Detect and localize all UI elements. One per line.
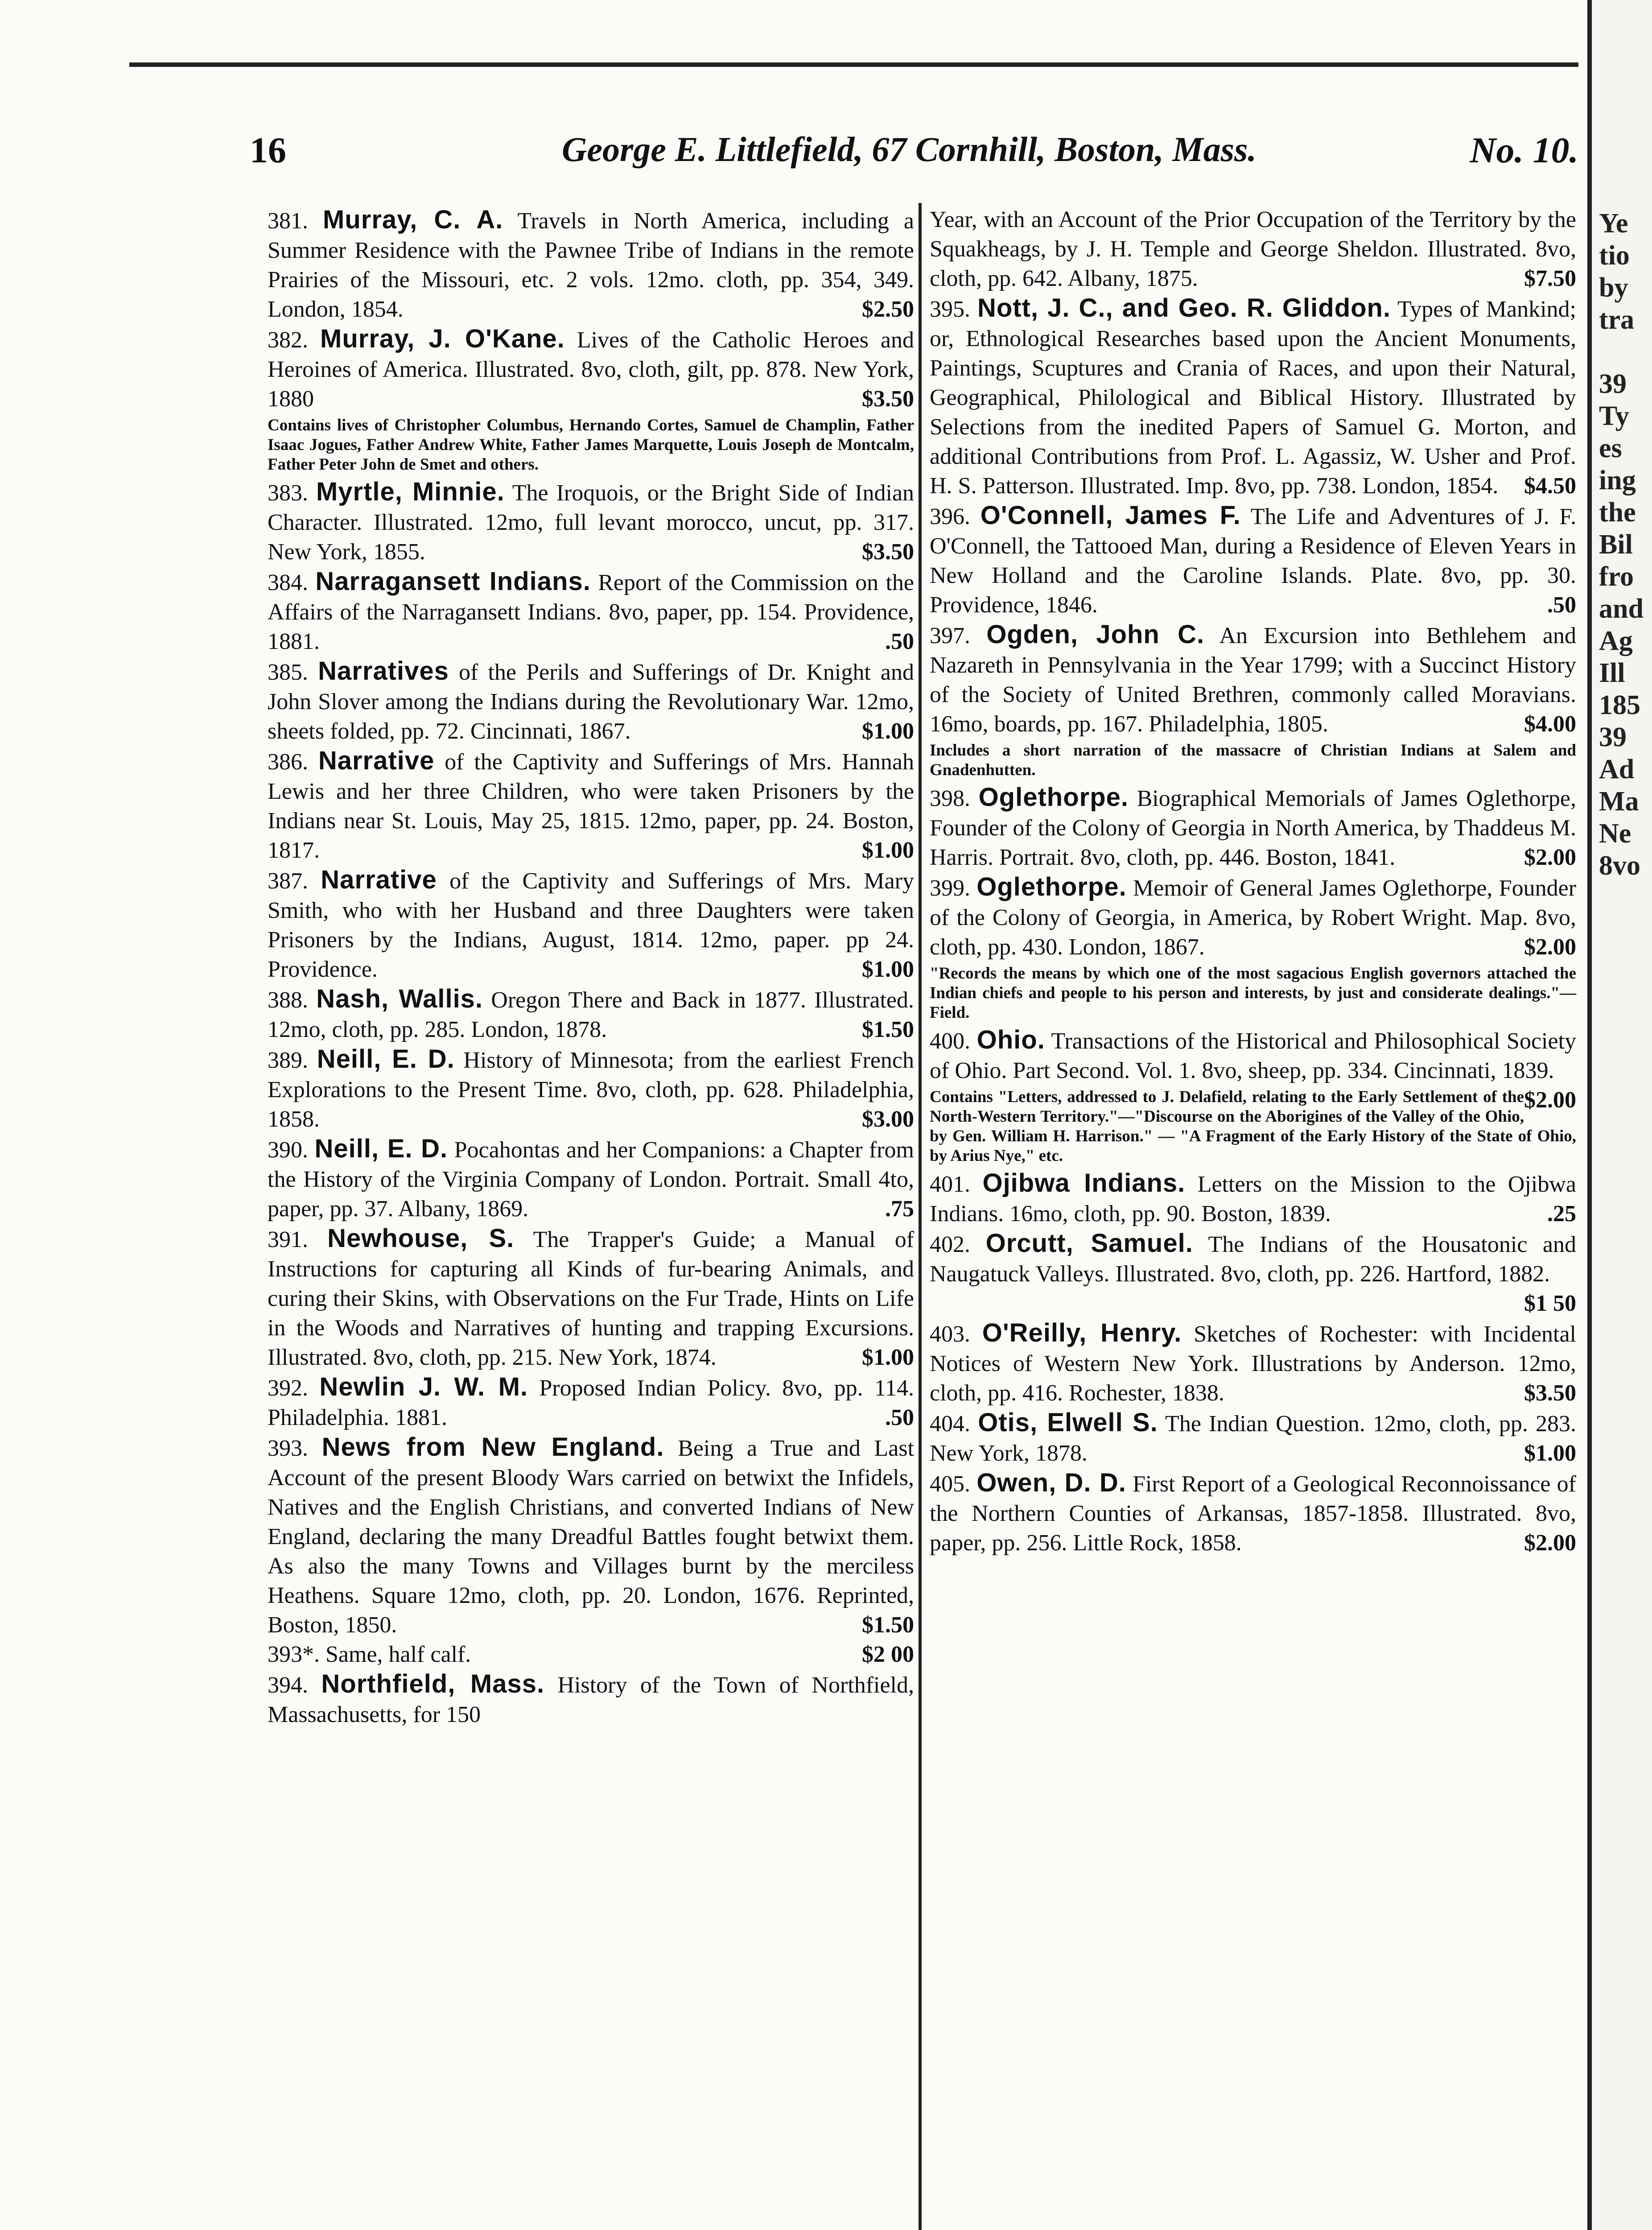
entry-number: 400. xyxy=(930,1028,970,1054)
entry-note: Includes a short narration of the massacre of Christian Indians at Salem and Gnadenhutten. xyxy=(930,741,1576,779)
left-column xyxy=(268,205,914,1730)
entry-description: Transactions of the Historical and Philosophical Society of Ohio. Part Second. Vol. 1. 8vo, sheep, pp. 334. Cincinnati, 1839. xyxy=(930,1028,1577,1083)
entry-price: $3.50 xyxy=(1524,1380,1576,1406)
entry-description: The Indian Question. 12mo, cloth, pp. 283. New York, 1878. xyxy=(930,1411,1576,1466)
entry-heading: Narratives xyxy=(318,657,449,686)
page-header xyxy=(250,129,1578,187)
entry-description: History of the Town of Northfield, Massachusetts, for 150 xyxy=(268,1672,915,1727)
entry-heading: Murray, J. O'Kane. xyxy=(320,324,565,353)
catalogue-entry xyxy=(268,1433,914,1640)
entry-description: Sketches of Rochester: with Incidental Notices of Western New York. Illustrations by Anderson. 12mo, cloth, pp. 416. Rochester, 1838. xyxy=(930,1321,1576,1406)
catalogue-entry xyxy=(268,1224,914,1372)
entry-description: The Indians of the Housatonic and Naugatuck Valleys. Illustrated. 8vo, cloth, pp. 226. Hartford, 1882. xyxy=(930,1232,1577,1287)
adjacent-page-fragment: fro xyxy=(1599,562,1634,592)
entry-number: 393*. xyxy=(268,1642,320,1667)
adjacent-page-fragment: and xyxy=(1599,594,1644,624)
entry-text xyxy=(268,1134,914,1224)
entry-heading: Murray, C. A. xyxy=(323,205,503,234)
entry-number: 382. xyxy=(268,327,308,353)
entry-price: $2.50 xyxy=(862,297,914,322)
entry-description: Same, half calf. xyxy=(325,1642,471,1667)
adjacent-page-fragment: 39 xyxy=(1599,722,1627,752)
entry-price: $3.00 xyxy=(862,1107,914,1132)
catalogue-entry xyxy=(930,783,1576,872)
entry-heading: Oglethorpe. xyxy=(978,783,1129,812)
entry-description: Biographical Memorials of James Oglethorpe, Founder of the Colony of Georgia in North America, by Thaddeus M. Harris. Portrait. 8vo, cloth, pp. 446. Boston, 1841. xyxy=(930,786,1577,870)
entry-note: Contains lives of Christopher Columbus, Hernando Cortes, Samuel de Champlin, Father Isaac Jogues, Father Andrew White, Father James Marquette, Louis Joseph de Montcalm, Father Peter John de Smet and others. xyxy=(268,416,914,474)
entry-text xyxy=(930,620,1576,739)
entry-number: 397. xyxy=(930,623,970,648)
adjacent-page-fragment: Ill xyxy=(1599,658,1625,688)
entry-description: of the Captivity and Sufferings of Mrs. Mary Smith, who with her Husband and three Daughters were taken Prisoners by the Indians, August, 1814. 12mo, paper. pp 24. Providence. xyxy=(268,868,915,982)
entry-text xyxy=(930,1229,1577,1316)
entry-price: $1.00 xyxy=(862,719,914,744)
entry-text xyxy=(268,477,914,567)
catalogue-entry xyxy=(268,1134,914,1224)
entry-price: $3.50 xyxy=(862,386,914,412)
entry-price: $1.50 xyxy=(862,1612,914,1638)
page-number: 16 xyxy=(250,130,286,170)
entry-number: 399. xyxy=(930,875,970,901)
entry-price: $2.00 xyxy=(1524,1087,1576,1113)
entry-number: 383. xyxy=(268,480,308,506)
entry-heading: Narrative xyxy=(321,865,437,894)
entry-heading: O'Reilly, Henry. xyxy=(982,1318,1182,1347)
adjacent-page-fragment: by xyxy=(1599,273,1628,303)
catalogue-entry xyxy=(268,984,914,1045)
entry-number: 394. xyxy=(268,1672,308,1698)
entry-text xyxy=(268,865,914,984)
adjacent-page-edge xyxy=(1587,0,1652,2230)
entry-number: 395. xyxy=(930,297,970,322)
entry-text xyxy=(930,1408,1576,1468)
entry-description: Travels in North America, including a Summer Residence with the Pawnee Tribe of Indians in the remote Prairies of the Missouri, etc. 2 vols. 12mo. cloth, pp. 354, 349. London, 1854. xyxy=(268,208,914,322)
entry-text xyxy=(268,205,914,324)
entry-description: The Trapper's Guide; a Manual of Instructions for capturing all Kinds of fur-bearing Animals, and curing their Skins, with Observations on the Fur Trade, Hints on Life in the Woods and Narratives of hunting and trapping Excursions. Illustrated. 8vo, cloth, pp. 215. New York, 1874. xyxy=(268,1227,915,1370)
entry-text xyxy=(930,783,1576,872)
entry-description: Year, with an Account of the Prior Occupation of the Territory by the Squakheags, by J. H. Temple and George Sheldon. Illustrated. 8vo, cloth, pp. 642. Albany, 1875. xyxy=(930,207,1576,291)
entry-text xyxy=(268,1224,914,1372)
adjacent-page-fragment: 39 xyxy=(1599,369,1627,399)
catalogue-entry xyxy=(268,1669,914,1730)
entry-price: .50 xyxy=(885,629,914,654)
adjacent-page-fragment: tra xyxy=(1599,305,1635,335)
column-divider xyxy=(919,203,922,2230)
entry-heading: Narragansett Indians. xyxy=(315,567,591,596)
entry-price: .75 xyxy=(885,1196,914,1222)
catalogue-entry xyxy=(930,501,1576,620)
entry-number: 404. xyxy=(930,1411,970,1437)
right-column xyxy=(930,205,1576,1558)
entry-text xyxy=(268,984,914,1045)
catalogue-entry xyxy=(930,1025,1576,1169)
entry-heading: Oglethorpe. xyxy=(976,872,1127,901)
catalogue-entry xyxy=(268,1640,914,1669)
catalogue-entry xyxy=(268,205,914,324)
entry-price: .25 xyxy=(1547,1201,1576,1226)
adjacent-page-fragment: Ne xyxy=(1599,818,1631,849)
entry-description: Pocahontas and her Companions: a Chapter from the History of the Virginia Company of London. Portrait. Small 4to, paper, pp. 37. Albany, 1869. xyxy=(268,1137,915,1222)
entry-price: $1.00 xyxy=(862,1345,914,1370)
entry-heading: Neill, E. D. xyxy=(314,1134,448,1163)
entry-price: $3.50 xyxy=(862,539,914,565)
entry-text xyxy=(930,872,1576,962)
catalogue-entry xyxy=(268,567,914,657)
entry-number: 405. xyxy=(930,1471,970,1497)
entry-number: 398. xyxy=(930,786,970,811)
entry-number: 396. xyxy=(930,504,970,529)
entry-text xyxy=(930,1468,1576,1558)
entry-description: Report of the Commission on the Affairs of the Narragansett Indians. 8vo, paper, pp. 154. Providence, 1881. xyxy=(268,570,915,654)
entry-price: $2 00 xyxy=(862,1642,914,1667)
entry-heading: Otis, Elwell S. xyxy=(978,1408,1158,1437)
entry-description: Lives of the Catholic Heroes and Heroines of America. Illustrated. 8vo, cloth, gilt, pp. 878. New York, 1880 xyxy=(268,327,914,412)
adjacent-page-fragment: Bil xyxy=(1599,529,1633,560)
entry-heading: Myrtle, Minnie. xyxy=(316,477,505,506)
entry-text xyxy=(268,746,914,865)
entry-heading: Newlin J. W. M. xyxy=(319,1372,528,1401)
entry-price: .50 xyxy=(1547,592,1576,618)
entry-price: $1 50 xyxy=(1524,1291,1576,1316)
entry-number: 389. xyxy=(268,1048,308,1073)
entry-number: 393. xyxy=(268,1436,308,1461)
entry-text xyxy=(268,1433,914,1640)
catalogue-entry xyxy=(268,657,914,746)
entry-text xyxy=(930,1025,1577,1113)
entry-heading: Owen, D. D. xyxy=(976,1468,1126,1497)
entry-price: $2.00 xyxy=(1524,1530,1576,1556)
entry-text xyxy=(930,293,1576,501)
entry-number: 403. xyxy=(930,1321,970,1347)
entry-description: of the Perils and Sufferings of Dr. Knight and John Slover among the Indians during the Revolutionary War. 12mo, sheets folded, pp. 72. Cincinnati, 1867. xyxy=(268,660,915,744)
entry-description: Being a True and Last Account of the present Bloody Wars carried on betwixt the Infidels, Natives and the English Christians, and converted Indians of New England, declaring the many Dreadful Battles fought betwixt them. As also the many Towns and Villages burnt by the merciless Heathens. Square 12mo, cloth, pp. 20. London, 1676. Reprinted, Boston, 1850. xyxy=(268,1436,915,1638)
entry-heading: News from New England. xyxy=(321,1433,664,1462)
adjacent-page-fragment: the xyxy=(1599,497,1636,528)
entry-number: 402. xyxy=(930,1232,970,1257)
entry-heading: O'Connell, James F. xyxy=(980,501,1241,530)
catalogue-entry xyxy=(930,1408,1576,1468)
entry-heading: Ojibwa Indians. xyxy=(982,1169,1186,1198)
entry-number: 392. xyxy=(268,1375,308,1401)
adjacent-page-fragment: Ty xyxy=(1599,401,1629,431)
catalogue-entry xyxy=(930,1229,1576,1318)
entry-text xyxy=(268,567,914,657)
entry-price: $4.50 xyxy=(1524,473,1576,499)
entry-description: Types of Mankind; or, Ethnological Researches based upon the Ancient Monuments, Paintings, Scuptures and Crania of Races, and upon their Natural, Geographical, Philological and Biblical History. Illustrated by Selections from the inedited Papers of Samuel G. Morton, and additional Contributions from Prof. L. Agassiz, W. Usher and Prof. H. S. Patterson. Illustrated. Imp. 8vo, pp. 738. London, 1854. xyxy=(930,297,1576,499)
entry-description: The Iroquois, or the Bright Side of Indian Character. Illustrated. 12mo, full levant morocco, uncut, pp. 317. New York, 1855. xyxy=(268,480,915,565)
entry-description: The Life and Adventures of J. F. O'Connell, the Tattooed Man, during a Residence of Eleven Years in New Holland and the Caroline Islands. Plate. 8vo, pp. 30. Providence, 1846. xyxy=(930,504,1577,618)
entry-number: 386. xyxy=(268,749,308,775)
running-title: George E. Littlefield, 67 Cornhill, Boston, Mass. xyxy=(562,130,1257,169)
entry-heading: Narrative xyxy=(318,746,435,775)
entry-text xyxy=(268,1372,914,1433)
entry-description: Proposed Indian Policy. 8vo, pp. 114. Philadelphia. 1881. xyxy=(268,1375,915,1430)
entry-number: 391. xyxy=(268,1227,308,1252)
catalogue-entry xyxy=(930,1169,1576,1229)
catalogue-entry xyxy=(930,872,1576,1025)
entry-price: $2.00 xyxy=(1524,934,1576,960)
adjacent-page-fragment: Ye xyxy=(1599,208,1628,239)
adjacent-page-fragment: es xyxy=(1599,433,1622,463)
entry-heading: Ogden, John C. xyxy=(986,620,1205,649)
entry-description: An Excursion into Bethlehem and Nazareth in Pennsylvania in the Year 1799; with a Succinct History of the Society of United Brethren, commonly called Moravians. 16mo, boards, pp. 167. Philadelphia, 1805. xyxy=(930,623,1577,737)
entry-number: 390. xyxy=(268,1137,308,1163)
entry-price: $1.00 xyxy=(862,838,914,863)
entry-note: "Records the means by which one of the most sagacious English governors attached the Indian chiefs and people to his person and interests, by just and considerate dealings."—Field. xyxy=(930,964,1576,1022)
entry-number: 385. xyxy=(268,660,308,685)
entry-heading: Ohio. xyxy=(976,1025,1045,1054)
catalogue-entry xyxy=(930,293,1576,501)
entry-price: $1.00 xyxy=(862,957,914,982)
entry-heading: Nott, J. C., and Geo. R. Gliddon. xyxy=(977,293,1391,322)
catalogue-entry xyxy=(268,746,914,865)
entry-text xyxy=(268,657,914,746)
adjacent-page-fragment: 8vo xyxy=(1599,851,1640,881)
entry-text xyxy=(268,1640,914,1669)
adjacent-page-fragment: tio xyxy=(1599,240,1630,271)
entry-heading: Nash, Wallis. xyxy=(316,984,483,1013)
catalogue-entry xyxy=(930,620,1576,783)
entry-description: Letters on the Mission to the Ojibwa Indians. 16mo, cloth, pp. 90. Boston, 1839. xyxy=(930,1172,1577,1226)
catalogue-entry xyxy=(268,865,914,984)
entry-description: Oregon There and Back in 1877. Illustrated. 12mo, cloth, pp. 285. London, 1878. xyxy=(268,987,915,1042)
entry-heading: Orcutt, Samuel. xyxy=(985,1229,1193,1258)
entry-price: $2.00 xyxy=(1524,845,1576,870)
catalogue-entry xyxy=(268,477,914,567)
entry-heading: Northfield, Mass. xyxy=(321,1669,545,1698)
entry-number: 381. xyxy=(268,208,308,234)
entry-heading: Newhouse, S. xyxy=(327,1224,515,1253)
entry-heading: Neill, E. D. xyxy=(317,1045,455,1074)
catalogue-entry xyxy=(268,1045,914,1134)
top-rule xyxy=(129,62,1578,67)
adjacent-page-fragment: Ma xyxy=(1599,786,1639,817)
entry-price: .50 xyxy=(885,1405,914,1430)
entry-note: Contains "Letters, addressed to J. Delafield, relating to the Early Settlement of the North-Western Territory."—"Discourse on the Aborigines of the Valley of the Ohio, by Gen. William H. Harrison." — "A Fragment of the Early History of the State of Ohio, by Arius Nye," etc. xyxy=(930,1088,1576,1165)
entry-number: 388. xyxy=(268,987,308,1013)
entry-text xyxy=(930,1318,1576,1408)
adjacent-page-fragment: ing xyxy=(1599,465,1636,496)
entry-number: 401. xyxy=(930,1172,970,1197)
catalogue-entry xyxy=(930,1468,1576,1558)
entry-text xyxy=(268,324,914,414)
entry-price: $4.00 xyxy=(1524,711,1576,737)
entry-text xyxy=(930,205,1576,293)
entry-number: 387. xyxy=(268,868,308,894)
entry-description: of the Captivity and Sufferings of Mrs. Hannah Lewis and her three Children, who were taken Prisoners by the Indians near St. Louis, May 25, 1815. 12mo, paper, pp. 24. Boston, 1817. xyxy=(268,749,915,863)
entry-text xyxy=(930,501,1576,620)
entry-number: 384. xyxy=(268,570,308,595)
entry-text xyxy=(268,1045,914,1134)
catalogue-entry xyxy=(930,205,1576,293)
entry-description: History of Minnesota; from the earliest French Explorations to the Present Time. 8vo, cloth, pp. 628. Philadelphia, 1858. xyxy=(268,1048,915,1132)
entry-description: Memoir of General James Oglethorpe, Founder of the Colony of Georgia, in America, by Robert Wright. Map. 8vo, cloth, pp. 430. London, 1867. xyxy=(930,875,1577,960)
adjacent-page-fragment: Ad xyxy=(1599,754,1635,785)
catalogue-number: No. 10. xyxy=(1470,130,1578,170)
entry-price: $1.00 xyxy=(1524,1441,1576,1466)
catalogue-entry xyxy=(268,1372,914,1433)
catalogue-entry xyxy=(268,324,914,477)
entry-price: $1.50 xyxy=(862,1017,914,1042)
catalogue-entry xyxy=(930,1318,1576,1408)
adjacent-page-fragment: 185 xyxy=(1599,690,1640,720)
adjacent-page-fragment: Ag xyxy=(1599,626,1633,656)
entry-price: $7.50 xyxy=(1524,266,1576,291)
entry-text xyxy=(930,1169,1576,1229)
entry-description: First Report of a Geological Reconnoissance of the Northern Counties of Arkansas, 1857-1858. Illustrated. 8vo, paper, pp. 256. Little Rock, 1858. xyxy=(930,1471,1576,1556)
entry-text xyxy=(268,1669,914,1730)
